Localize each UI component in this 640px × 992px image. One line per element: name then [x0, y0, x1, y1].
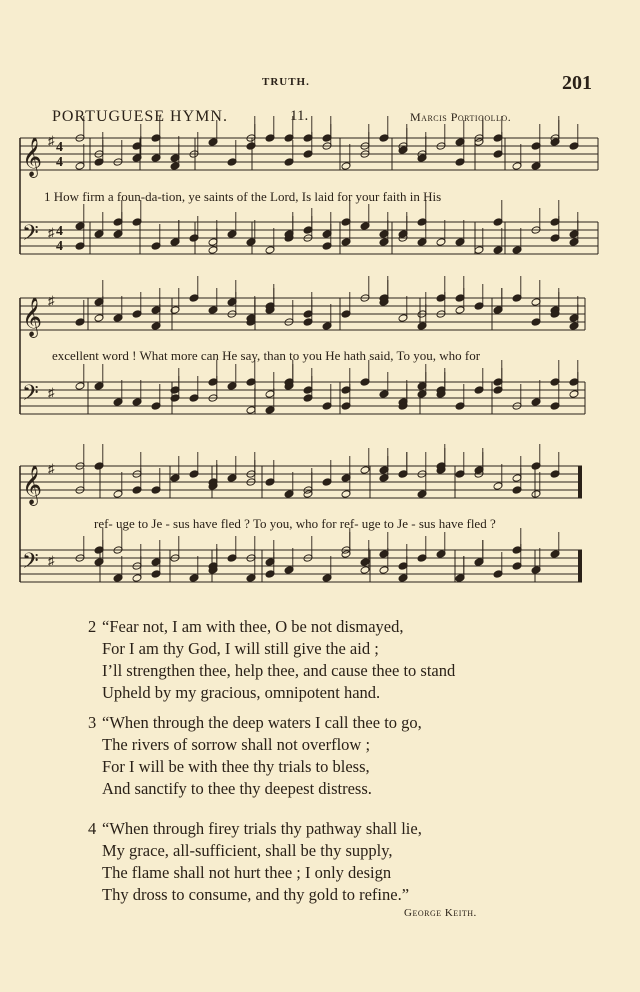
key-signature-icon: ♯	[48, 385, 55, 400]
treble-clef-icon: 𝄞	[22, 465, 43, 505]
final-bar-line	[578, 550, 582, 582]
hymn-meter: 11.	[290, 108, 309, 124]
stanza-4	[88, 818, 422, 906]
time-signature-icon: 4	[56, 155, 63, 170]
stanza-line: “When through the deep waters I call thee to go,	[102, 713, 422, 732]
stanza-3	[88, 712, 422, 800]
time-signature-icon: 4	[56, 224, 63, 239]
stanza-line: “Fear not, I am with thee, O be not dismayed,	[102, 617, 404, 636]
stanza-line: Upheld by my gracious, omnipotent hand.	[102, 683, 381, 702]
stanza-line: Thy dross to consume, and thy gold to refine.”	[102, 885, 410, 904]
running-title: TRUTH.	[262, 76, 310, 88]
stanza-number: 2	[88, 617, 97, 636]
composer-credit: Marcis Portigollo.	[410, 110, 512, 124]
stanza-line: The rivers of sorrow shall not overflow ;	[102, 735, 371, 754]
treble-clef-icon: 𝄞	[22, 297, 43, 337]
lyric-line-3: ref- uge to Je - sus have fled ? To you, who for ref- uge to Je - sus have fled ?	[94, 516, 496, 531]
bass-clef-icon: 𝄢	[22, 381, 39, 411]
time-signature-icon: 4	[56, 140, 63, 155]
key-signature-icon: ♯	[48, 461, 55, 476]
stanza-line: The flame shall not hurt thee ; I only design	[102, 863, 392, 882]
stanza-line: I’ll strengthen thee, help thee, and cause thee to stand	[102, 661, 456, 680]
bass-clef-icon: 𝄢	[22, 549, 39, 579]
lyric-line-1: 1 How firm a foun-da-tion, ye saints of the Lord, Is laid for your faith in His	[44, 189, 442, 204]
key-signature-icon: ♯	[48, 293, 55, 308]
time-signature-icon: 4	[56, 239, 63, 254]
treble-clef-icon: 𝄞	[22, 137, 43, 177]
stanza-line: My grace, all-sufficient, shall be thy supply,	[102, 841, 393, 860]
stanza-number: 3	[88, 713, 97, 732]
final-bar-line	[578, 466, 582, 498]
key-signature-icon: ♯	[48, 225, 55, 240]
lyric-line-2: excellent word ! What more can He say, than to you He hath said, To you, who for	[52, 348, 481, 363]
stanza-2	[88, 616, 455, 704]
key-signature-icon: ♯	[48, 133, 55, 148]
stanza-line: For I am thy God, I will still give the aid ;	[102, 639, 379, 658]
page-number: 201	[562, 72, 592, 94]
stanza-line: For I will be with thee thy trials to bless,	[102, 757, 370, 776]
stanza-number: 4	[88, 819, 97, 838]
stanza-line: “When through firey trials thy pathway shall lie,	[102, 819, 422, 838]
lyricist-credit: George Keith.	[404, 907, 477, 919]
key-signature-icon: ♯	[48, 553, 55, 568]
hymn-title: PORTUGUESE HYMN.	[52, 108, 228, 125]
bass-clef-icon: 𝄢	[22, 221, 39, 251]
stanza-line: And sanctify to thee thy deepest distress.	[102, 779, 372, 798]
